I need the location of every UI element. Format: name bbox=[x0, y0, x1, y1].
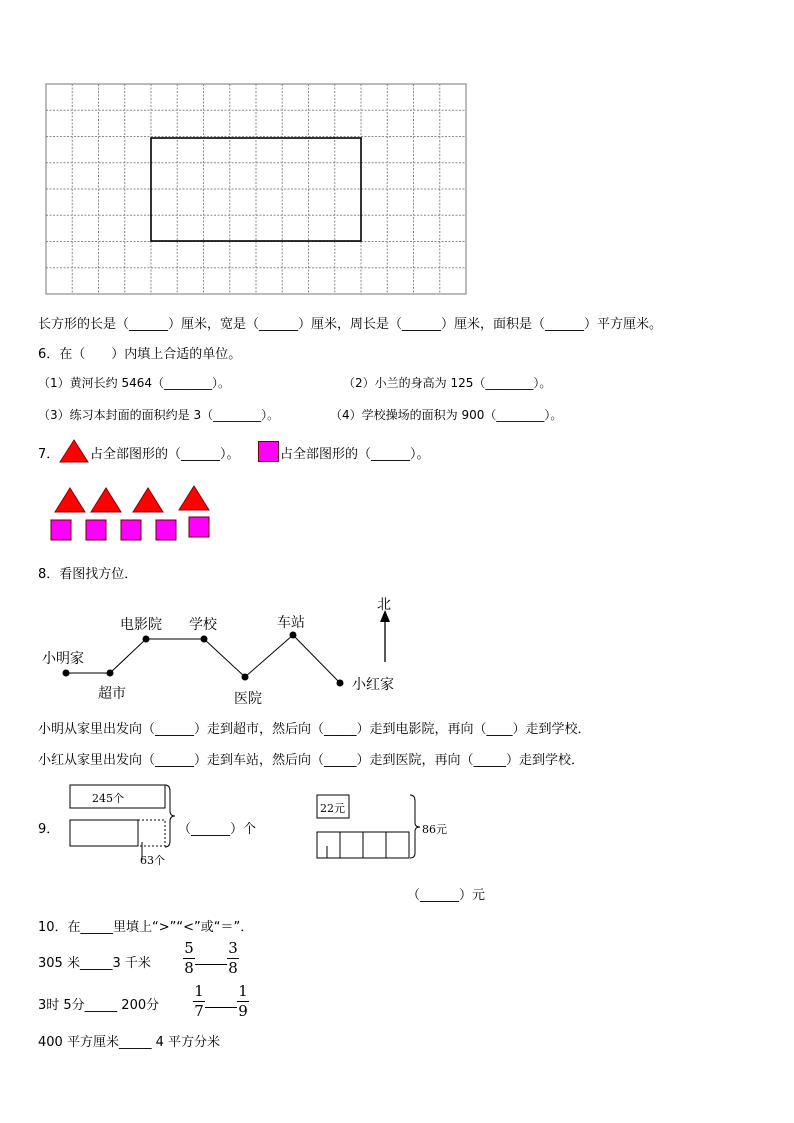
map-point bbox=[201, 636, 208, 643]
square-icon bbox=[189, 517, 209, 537]
q10-row-2: 3时 5分_____ 200分 bbox=[38, 998, 160, 1013]
place-xiaoming: 小明家 bbox=[42, 651, 84, 667]
q9-number: 9． bbox=[38, 822, 60, 837]
compare-blank bbox=[205, 1007, 237, 1008]
bar-diff-label: 63个 bbox=[140, 854, 165, 867]
map-point bbox=[63, 670, 70, 677]
map-point bbox=[143, 636, 150, 643]
q6-title: 6．在（ ）内填上合适的单位。 bbox=[38, 347, 242, 362]
north-label: 北 bbox=[377, 597, 391, 613]
map-point bbox=[242, 674, 249, 681]
triangle-icon bbox=[91, 488, 121, 512]
place-station: 车站 bbox=[277, 615, 305, 631]
q10-row-3: 400 平方厘米_____ 4 平方分米 bbox=[38, 1035, 220, 1050]
bar-top-label: 245个 bbox=[92, 792, 124, 805]
q8-line-1: 小明从家里出发向（______）走到超市，然后向（_____）走到电影院，再向（____）走到学校． bbox=[38, 722, 591, 737]
q6-item-3: （3）练习本封面的面积约是 3（________）。 bbox=[38, 408, 280, 422]
square-icon bbox=[51, 520, 71, 540]
place-hospital: 医院 bbox=[234, 691, 262, 707]
triangle-icon bbox=[179, 486, 209, 510]
place-cinema: 电影院 bbox=[120, 617, 162, 633]
total-label: 86元 bbox=[422, 823, 447, 836]
q9-bar-model-a bbox=[60, 780, 190, 870]
q7-text-b: 占全部图形的（______）。 bbox=[280, 447, 430, 462]
q7-number: 7． bbox=[38, 447, 60, 462]
square-icon bbox=[156, 520, 176, 540]
q6-item-2: （2）小兰的身高为 125（________）。 bbox=[343, 376, 552, 390]
map-point bbox=[337, 680, 344, 687]
q10-title: 10．在_____里填上“>”“<”或“＝”． bbox=[38, 920, 254, 935]
q9-answer-b: （______）元 bbox=[407, 888, 486, 903]
triangle-icon bbox=[59, 439, 89, 463]
q7-shapes-figure bbox=[0, 480, 260, 545]
square-icon bbox=[86, 520, 106, 540]
price-box-label: 22元 bbox=[320, 802, 345, 815]
q9-answer-a: （______）个 bbox=[178, 822, 257, 837]
place-supermarket: 超市 bbox=[98, 686, 126, 702]
q10-row-1: 305 米_____3 千米 bbox=[38, 956, 151, 971]
fraction-5-8: 5 8 bbox=[184, 939, 194, 977]
fraction-1-7: 1 7 bbox=[194, 982, 204, 1020]
triangle-icon bbox=[55, 488, 85, 512]
fraction-3-8: 3 8 bbox=[228, 939, 238, 977]
grid-figure bbox=[0, 0, 794, 300]
place-xiaohong: 小红家 bbox=[352, 677, 394, 693]
q6-item-1: （1）黄河长约 5464（________）。 bbox=[38, 376, 230, 390]
q6-item-4: （4）学校操场的面积为 900（________）。 bbox=[330, 408, 563, 422]
square-icon bbox=[121, 520, 141, 540]
map-point bbox=[290, 632, 297, 639]
map-point bbox=[107, 670, 114, 677]
q8-line-2: 小红从家里出发向（______）走到车站，然后向（_____）走到医院，再向（_____）走到学校． bbox=[38, 753, 585, 768]
q8-title: 8．看图找方位． bbox=[38, 567, 138, 582]
compare-blank bbox=[195, 964, 227, 965]
triangle-icon bbox=[133, 488, 163, 512]
place-school: 学校 bbox=[189, 617, 217, 633]
q7-text-a: 占全部图形的（______）。 bbox=[90, 447, 240, 462]
q5-answer-line: 长方形的长是（______）厘米，宽是（______）厘米，周长是（______）厘米，面积是（______）平方厘米。 bbox=[38, 317, 663, 332]
square-icon bbox=[258, 441, 279, 462]
fraction-1-9: 1 9 bbox=[238, 982, 248, 1020]
